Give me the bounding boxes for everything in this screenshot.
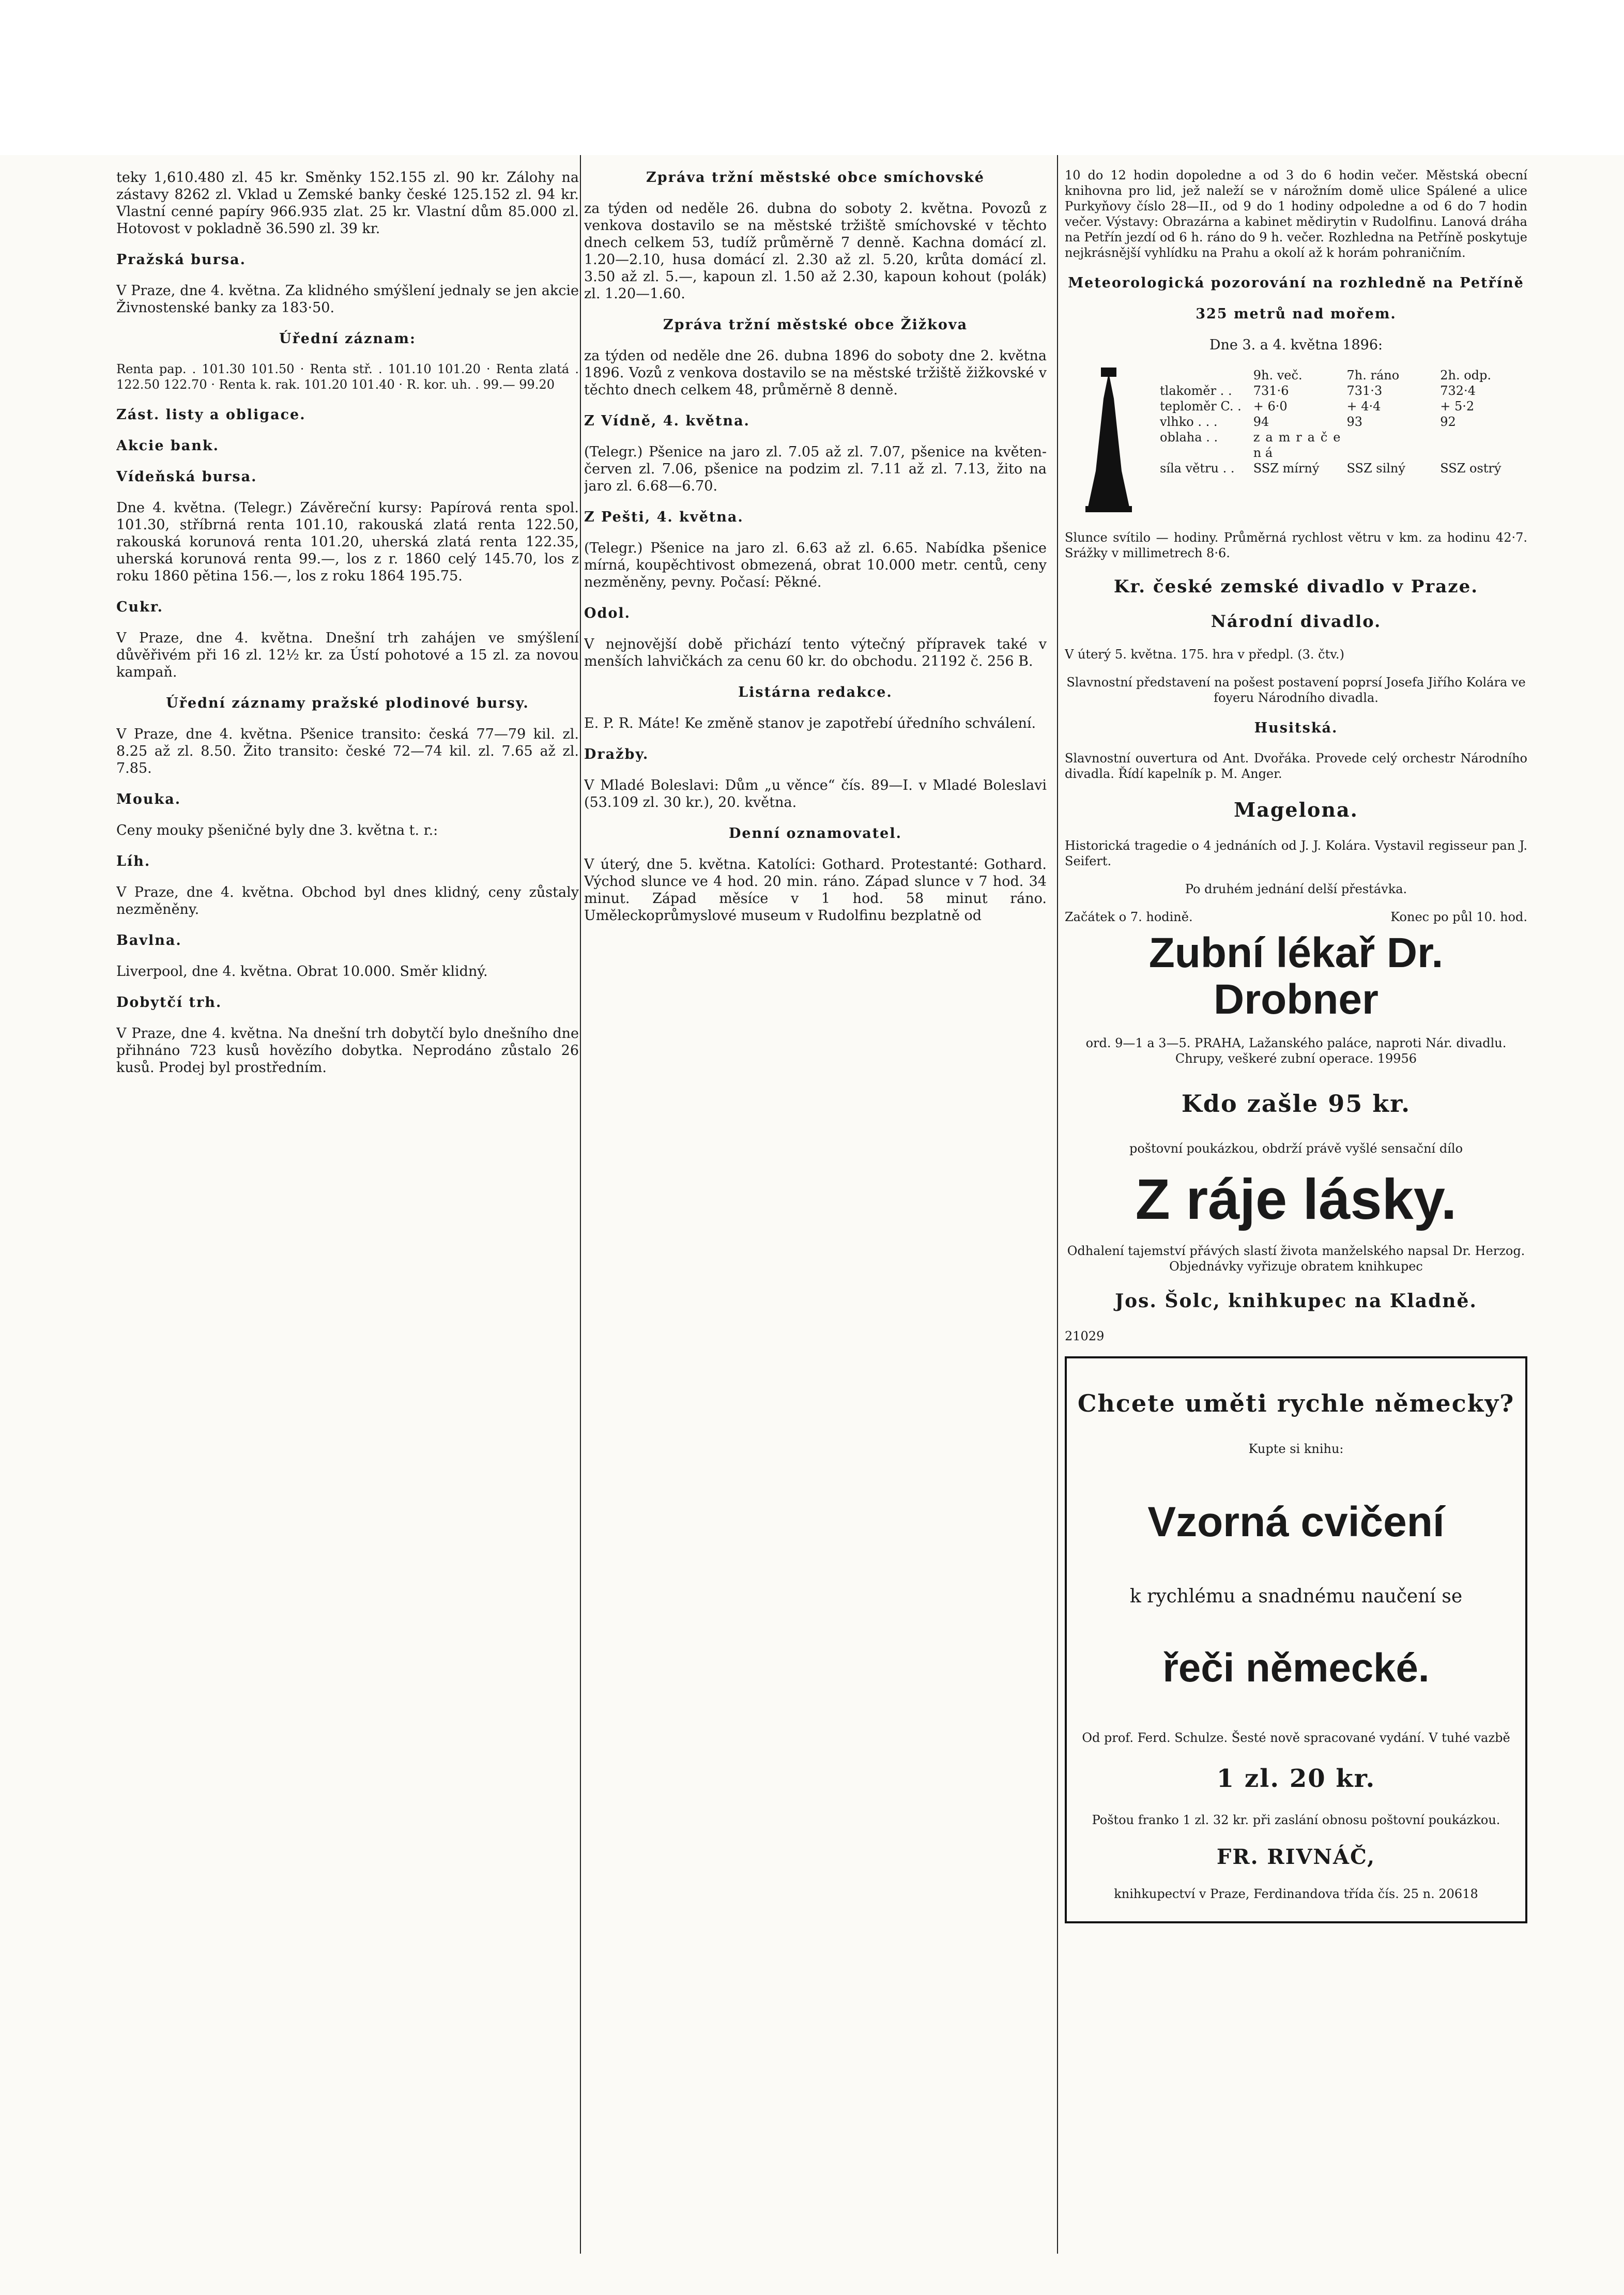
meteo-row [1160,399,1527,414]
top-margin [0,0,1624,155]
ad-german-lang: řeči německé. [1162,1645,1430,1690]
section-heading: Dražby. [584,746,649,762]
start-time: Začátek o 7. hodině. [1065,910,1193,924]
section-heading: Zpráva tržní městské obce smíchovské [646,170,985,186]
section-heading: Líh. [116,853,151,869]
meteo-table [1160,368,1527,476]
meteo-row [1160,414,1527,430]
meteo-header-cell [1160,368,1247,383]
section-heading: Bavlna. [116,932,182,948]
ad-german-book: Vzorná cvičení [1147,1498,1445,1546]
meteo-dates: Dne 3. a 4. května 1896: [1209,337,1383,353]
meteo-cell: 731·3 [1346,384,1383,398]
meteo-header-cell: 7h. ráno [1346,368,1400,382]
meteo-cell [1347,430,1434,461]
section-heading: Úřední záznam: [279,331,416,347]
paragraph: (Telegr.) Pšenice na jaro zl. 7.05 až zl. 7.07, pšenice na květen-červen zl. 7.06, pšenice na podzim zl. 7.11 až zl. 7.13, žito na jaro zl. 6.68—6.70. [584,444,1047,494]
ad-book-title: Z ráje lásky. [1135,1168,1457,1231]
ad-german-kupte: Kupte si knihu: [1248,1442,1344,1456]
meteo-cell: 731·6 [1253,384,1289,398]
paragraph: Slavnostní ouvertura od Ant. Dvořáka. Provede celý orchestr Národního divadla. Řídí kapelník p. M. Anger. [1065,751,1527,781]
theatre-heading: Kr. české zemské divadlo v Praze. [1113,576,1479,597]
ad-german-box [1065,1356,1527,1923]
paragraph: V Praze, dne 4. května. Pšenice transito: česká 77—79 kil. zl. 8.25 až zl. 8.50. Žito transito: české 72—74 kil. zl. 7.65 až zl. 7.85. [116,726,579,776]
meteo-cell: tlakoměr . . [1160,384,1232,398]
meteo-cell: 94 [1253,415,1269,429]
section-heading: Meteorologická pozorování na rozhledně na Petříně [1068,275,1524,291]
play-title: Magelona. [1234,798,1358,821]
meteo-header-cell: 9h. več. [1253,368,1303,382]
ad-german-post: Poštou franko 1 zl. 32 kr. při zaslání obnosu poštovní poukázkou. [1092,1813,1500,1827]
column-3 [1065,155,1527,1923]
section-heading: Z Vídně, 4. května. [584,413,750,429]
ad-dentist-title: Zubní lékař Dr. Drobner [1148,929,1444,1023]
meteo-cell: z a m r a č e n á [1253,430,1341,460]
paragraph: za týden od neděle 26. dubna do soboty 2. května. Povozů z venkova dostavilo se na městské tržiště smíchovské v těchto dnech celkem 53, tudíž průměrně 7 denně. Kachna domácí zl. 1.20—2.10, husa domácí zl. 2.30 až zl. 5.20, krůta domácí zl. 3.50 až zl. 5.—, kapoun zl. 1.50 až 2.30, kapoun kohout (polák) zl. 1.20—1.60. [584,201,1047,302]
paragraph: Slavnostní představení na pošest postavení poprsí Josefa Jiřího Kolára ve foyeru Národního divadla. [1066,675,1526,705]
paragraph: E. P. R. Máte! Ke změně stanov je zapotřebí úředního schválení. [584,715,1036,731]
paragraph: V Mladé Boleslavi: Dům „u věnce“ čís. 89—I. v Mladé Boleslavi (53.109 zl. 30 kr.), 20. května. [584,777,1047,810]
ad-dentist-text: ord. 9—1 a 3—5. PRAHA, Lažanského paláce, naproti Nár. divadlu. Chrupy, veškeré zubní operace. 19956 [1085,1036,1507,1066]
ad-german-title: Chcete uměti rychle německy? [1077,1389,1515,1417]
ad-book-firm: Jos. Šolc, knihkupec na Kladně. [1115,1290,1477,1312]
ad-german-author: Od prof. Ferd. Schulze. Šesté nově spracované vydání. V tuhé vazbě [1082,1731,1510,1745]
ad-number: 21029 [1065,1329,1105,1343]
price-table: Renta pap. . 101.30 101.50 · Renta stř. . 101.10 101.20 · Renta zlatá . 122.50 122.70 · Renta k. rak. 101.20 101.40 · R. kor. uh. . 99.— 99.20 [116,362,579,392]
meteo-row [1160,430,1527,461]
meteo-cell: SSZ ostrý [1440,461,1502,476]
meteo-cell: + 6·0 [1253,399,1288,414]
ad-german-addr: knihkupectví v Praze, Ferdinandova třída čís. 25 n. 20618 [1114,1887,1478,1901]
meteo-cell: SSZ silný [1346,461,1405,476]
paragraph: za týden od neděle dne 26. dubna 1896 do soboty dne 2. května 1896. Vozů z venkova dostavilo se na městské tržiště žižkovské v těchto dnech celkem 48, průměrně 8 denně. [584,348,1047,398]
section-heading: Akcie bank. [116,438,220,454]
paragraph: Dne 4. května. (Telegr.) Závěreční kursy: Papírová renta spol. 101.30, stříbrná renta 101.10, rakouská zlatá renta 122.50, rakouská korunová renta 101.20, uherská zlatá renta 122.35, uherská korunová renta 99.—, los z r. 1860 celý 145.70, los z roku 1860 pětina 156.—, los z roku 1864 195.75. [116,500,579,584]
meteo-row [1160,461,1527,476]
section-heading: Denní oznamovatel. [728,825,902,842]
paragraph: V nejnovější době přichází tento výtečný přípravek také v menších lahvičkách za cenu 60 kr. do obchodu. 21192 č. 256 B. [584,636,1047,669]
paragraph: V Praze, dne 4. května. Za klidného smýšlení jednaly se jen akcie Živnostenské banky za 183·50. [116,283,579,316]
meteo-cell: 92 [1440,415,1456,429]
paragraph: 10 do 12 hodin dopoledne a od 3 do 6 hodin večer. Městská obecní knihovna pro lid, jež naleží se v nárožním domě ulice Spálené a ulice Purkyňovy číslo 28—II., od 9 do 1 hodiny odpoledne a od 6 do 7 hodin večer. Výstavy: Obrazárna a kabinet mědirytin v Rudolfinu. Lanová dráha na Petřín jezdí od 6 h. ráno do 9 h. večer. Rozhledna na Petříně poskytuje nejkrásnější vyhlídku na Prahu a okolí až k horám pohraničním. [1065,168,1527,260]
column-rule [1057,155,1058,2254]
section-heading: Úřední záznamy pražské plodinové bursy. [166,695,529,711]
section-heading: Pražská bursa. [116,252,246,268]
section-heading: Mouka. [116,791,181,807]
column-2 [584,155,1047,938]
paragraph: V úterý, dne 5. května. Katolíci: Gothard. Protestanté: Gothard. Východ slunce ve 4 hod. 20 min. ráno. Západ slunce v 7 hod. 34 minut. Západ měsíce v 1 hod. 58 minut ráno. Uměleckoprůmyslové museum v Rudolfinu bezplatně od [584,856,1047,924]
showtime [1065,909,1527,925]
section-heading: Zpráva tržní městské obce Žižkova [663,317,968,333]
meteo-cell: teploměr C. . [1160,399,1242,414]
section-heading: Zást. listy a obligace. [116,407,306,423]
meteo-cell: + 5·2 [1440,399,1475,414]
play-title: Husitská. [1254,720,1338,736]
tower-icon [1065,368,1153,517]
section-heading: Listárna redakce. [738,684,893,700]
ad-book-headline: Kdo zašle 95 kr. [1181,1090,1411,1118]
paragraph: V Praze, dne 4. května. Obchod byl dnes klidný, ceny zůstaly nezměněny. [116,884,579,917]
meteo-header [1160,368,1527,383]
paragraph: Slunce svítilo — hodiny. Průměrná rychlost větru v km. za hodinu 42·7. Srážky v millimetrech 8·6. [1065,530,1527,560]
meteo-row [1160,383,1527,399]
paragraph: V Praze, dne 4. května. Dnešní trh zahájen ve smýšlení důvěřivém při 16 zl. 12½ kr. za Ústí pohotové a 15 zl. za novou kampaň. [116,630,579,680]
end-time: Konec po půl 10. hod. [1390,910,1527,924]
theatre-subheading: Národní divadlo. [1211,611,1382,631]
meteo-cell: 732·4 [1440,384,1476,398]
paragraph: Historická tragedie o 4 jednáních od J. J. Kolára. Vystavil regisseur pan J. Seifert. [1065,838,1527,868]
section-heading: Dobytčí trh. [116,994,222,1011]
meteo-cell: 93 [1346,415,1363,429]
section-heading: Vídeňská bursa. [116,469,257,485]
ad-book-text: poštovní poukázkou, obdrží právě vyšlé sensační dílo [1129,1141,1463,1156]
section-heading: Z Pešti, 4. května. [584,509,744,525]
section-heading: Odol. [584,605,631,621]
column-rule [580,155,581,2254]
meteo-cell: vlhko . . . [1160,415,1218,429]
paragraph: Ceny mouky pšeničné byly dne 3. května t. r.: [116,822,438,838]
ad-book-more: Odhalení tajemství přávých slastí života manželského napsal Dr. Herzog. Objednávky vyřizuje obratem knihkupec [1067,1244,1525,1274]
meteo-cell: oblaha . . [1160,430,1218,445]
ad-german-sub: k rychlému a snadnému naučení se [1129,1586,1463,1607]
meteo-cell [1440,430,1527,461]
paragraph: V úterý 5. května. 175. hra v předpl. (3. čtv.) [1065,647,1344,662]
column-1 [116,155,579,1090]
section-heading: Cukr. [116,599,163,615]
meteo-cell: SSZ mírný [1253,461,1320,476]
ad-german-price: 1 zl. 20 kr. [1216,1764,1376,1793]
ad-german-seller: FR. RIVNÁČ, [1216,1845,1376,1869]
paragraph: Po druhém jednání delší přestávka. [1185,882,1407,896]
meteo-cell: síla větru . . [1160,461,1235,476]
paragraph: (Telegr.) Pšenice na jaro zl. 6.63 až zl. 6.65. Nabídka pšenice mírná, koupěchtivost obmezená, obrat 10.000 metr. centů, ceny nezměněny, pevny. Počasí: Pěkné. [584,540,1047,590]
meteo-cell: + 4·4 [1346,399,1381,414]
paragraph: V Praze, dne 4. května. Na dnešní trh dobytčí bylo dnešního dne přihnáno 723 kusů hovězího dobytka. Neprodáno zůstalo 26 kusů. Prodej byl prostředním. [116,1026,579,1076]
paragraph: teky 1,610.480 zl. 45 kr. Směnky 152.155 zl. 90 kr. Zálohy na zástavy 8262 zl. Vklad u Zemské banky české 125.152 zl. 94 kr. Vlastní cenné papíry 966.935 zlat. 25 kr. Vlastní dům 85.000 zl. Hotovost v pokladně 36.590 zl. 39 kr. [116,170,579,237]
meteo-subtitle: 325 metrů nad mořem. [1196,306,1397,322]
paragraph: Liverpool, dne 4. května. Obrat 10.000. Směr klidný. [116,963,488,980]
meteo-header-cell: 2h. odp. [1440,368,1492,382]
